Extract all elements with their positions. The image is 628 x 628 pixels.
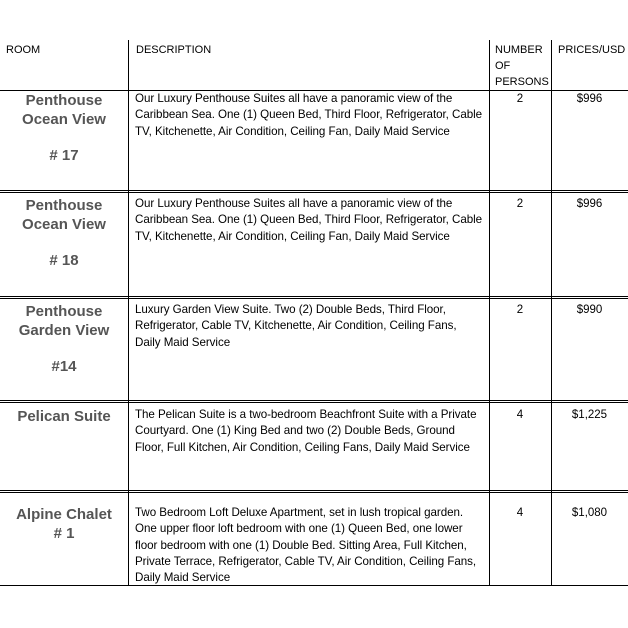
room-name: Penthouse	[25, 303, 103, 320]
row-divider	[0, 296, 628, 299]
room-persons: 2	[516, 304, 524, 316]
room-name: Ocean View	[22, 111, 106, 128]
room-number: # 18	[49, 252, 79, 269]
header-persons-line2: OF	[495, 60, 511, 72]
header-persons-line1: NUMBER	[495, 44, 543, 56]
room-name: Pelican Suite	[17, 408, 111, 425]
room-price: $990	[576, 304, 603, 316]
column-divider-room	[128, 40, 129, 586]
table-row-room	[0, 302, 128, 376]
room-description: Our Luxury Penthouse Suites all have a panoramic view of the Caribbean Sea. One (1) Queen Bed, Third Floor, Refrigerator, Cable TV, Kitchenette, Air Condition, Ceiling Fan, Daily Maid Service	[135, 92, 483, 138]
row-divider	[0, 190, 628, 193]
room-price: $1,080	[571, 507, 608, 519]
row-divider	[0, 400, 628, 403]
room-number: # 17	[49, 147, 79, 164]
header-prices-usd: PRICES/USD	[558, 44, 626, 56]
room-persons: 4	[516, 507, 524, 519]
table-row-room	[0, 407, 128, 426]
table-row-room	[0, 91, 128, 165]
room-persons: 2	[516, 198, 524, 210]
room-name: Penthouse	[25, 197, 103, 214]
header-number-of-persons	[495, 42, 551, 90]
room-name: Garden View	[18, 322, 110, 339]
room-persons: 2	[516, 93, 524, 105]
row-divider	[0, 490, 628, 493]
table-row-room	[0, 196, 128, 270]
room-persons: 4	[516, 409, 524, 421]
room-number: # 1	[53, 525, 75, 542]
header-room: ROOM	[6, 44, 41, 56]
room-name: Alpine Chalet	[16, 506, 112, 523]
room-name: Ocean View	[22, 216, 106, 233]
room-price: $1,225	[571, 409, 608, 421]
room-number: #14	[51, 358, 77, 375]
room-description: Our Luxury Penthouse Suites all have a panoramic view of the Caribbean Sea. One (1) Queen Bed, Third Floor, Refrigerator, Cable TV, Kitchenette, Air Condition, Ceiling Fan, Daily Maid Service	[135, 197, 483, 243]
room-price: $996	[576, 198, 603, 210]
room-name: Penthouse	[25, 92, 103, 109]
room-price: $996	[576, 93, 603, 105]
room-description: The Pelican Suite is a two-bedroom Beachfront Suite with a Private Courtyard. One (1) King Bed and two (2) Double Beds, Ground Floor, Full Kitchen, Air Condition, Ceiling Fans, Daily Maid Service	[135, 408, 477, 454]
header-persons-line3: PERSONS	[495, 76, 549, 88]
header-description: DESCRIPTION	[136, 44, 212, 56]
room-description: Luxury Garden View Suite. Two (2) Double Beds, Third Floor, Refrigerator, Cable TV, Kitchenette, Air Condition, Ceiling Fans, Daily Maid Service	[135, 303, 457, 349]
table-row-room	[0, 505, 128, 543]
room-description: Two Bedroom Loft Deluxe Apartment, set in lush tropical garden. One upper floor loft bedroom with one (1) Queen Bed, one lower floor bedroom with one (1) Double Bed. Sitting Area, Full Kitchen, Private Terrace, Refrigerator, Cable TV, Air Condition, Ceiling Fans, Daily Maid Service	[135, 506, 477, 585]
